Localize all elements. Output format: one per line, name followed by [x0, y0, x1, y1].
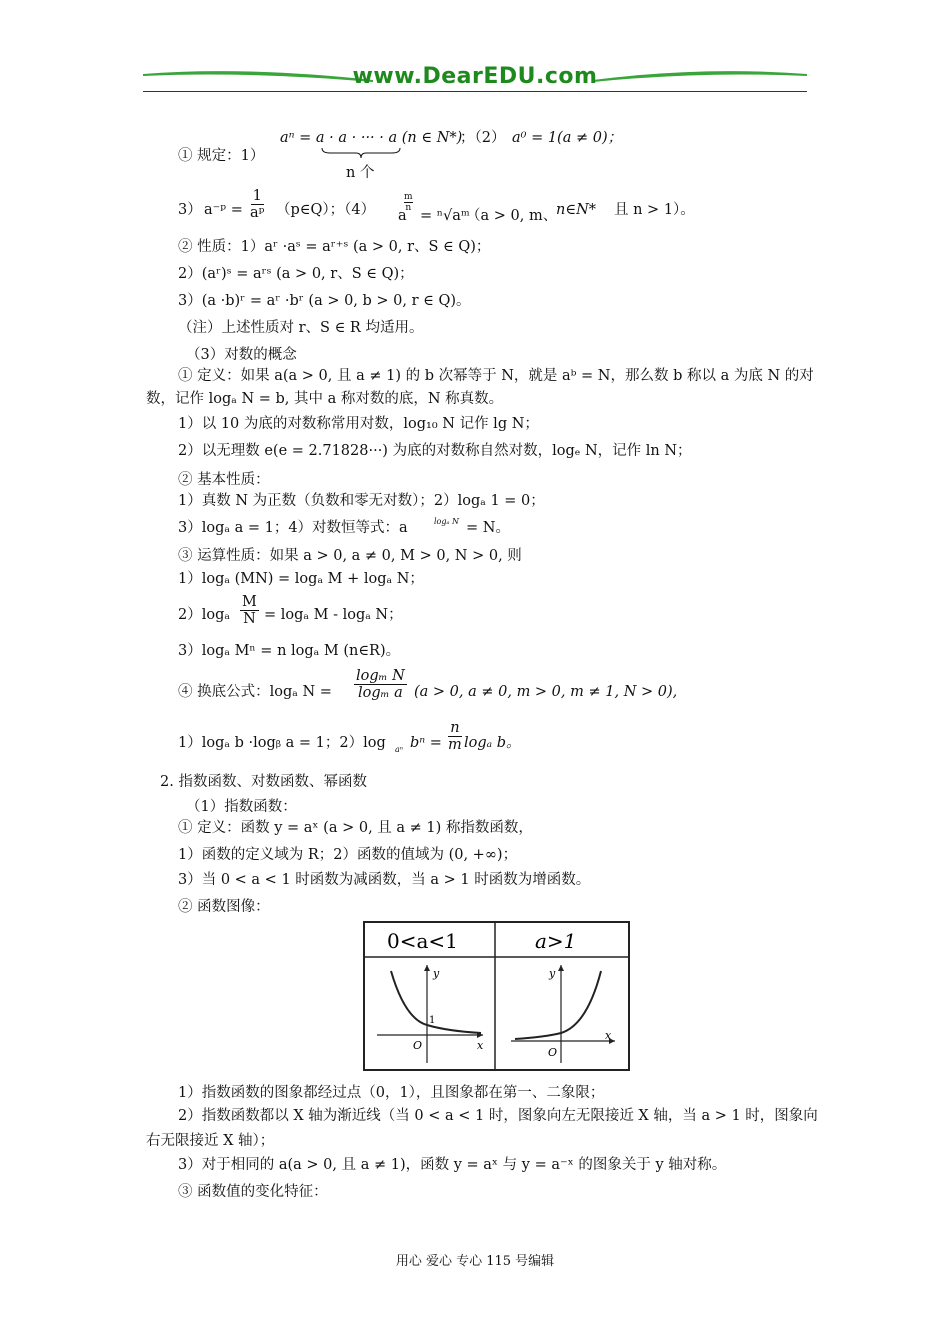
x-axis-label: x [605, 1029, 612, 1042]
text-line: ② 函数图像： [178, 899, 270, 915]
underbrace-label: n 个 [346, 165, 375, 181]
text-line: 2）logₐ [178, 607, 230, 623]
text-line: 数，记作 logₐ N = b, 其中 a 称对数的底，N 称真数。 [146, 391, 504, 407]
origin-label: O [413, 1039, 423, 1052]
y-axis-label: y [433, 967, 440, 980]
underbrace [320, 146, 402, 160]
section-heading: 2. 指数函数、对数函数、幂函数 [160, 774, 367, 790]
text-line: ④ 换底公式：logₐ N = [178, 684, 332, 700]
text-line: ① 定义：如果 a(a > 0, 且 a ≠ 1) 的 b 次幂等于 N，就是 aᵇ = N，那么数 b 称以 a 为底 N 的对 [178, 368, 814, 384]
formula-power-def: aⁿ = a · a · ··· · a (n ∈ N*) [280, 130, 463, 146]
formula-frac-exp-base: a [398, 208, 407, 224]
text-line: 3）logₐ Mⁿ = n logₐ M (n∈R)。 [178, 643, 401, 659]
section-heading: （1）指数函数： [186, 799, 297, 815]
formula-root: = ⁿ√aᵐ [420, 208, 470, 224]
text-line: 3）对于相同的 a(a > 0, 且 a ≠ 1)，函数 y = aˣ 与 y = a⁻ˣ 的图象关于 y 轴对称。 [178, 1157, 727, 1173]
col1-header: 0<a<1 [387, 929, 458, 953]
exponential-graph-figure [363, 921, 630, 1071]
text-line: ；（2） [460, 130, 506, 146]
text-line: ① 规定：1） [178, 148, 265, 164]
formula-frac-exp: m n [404, 192, 413, 213]
intercept-label: 1 [429, 1015, 436, 1026]
text-line: = logₐ M - logₐ N； [264, 607, 403, 623]
site-logo-text: www.DearEDU.com [352, 64, 598, 89]
text-line: = N。 [466, 520, 510, 536]
formula-pow-rhs: bⁿ = [410, 735, 442, 751]
text-line: ③ 函数值的变化特征： [178, 1184, 328, 1200]
formula-quotient: $\frac{M}{N}$ [242, 594, 257, 627]
formula-zero-power: a⁰ = 1(a ≠ 0)； [512, 130, 623, 146]
header-rule [143, 91, 807, 92]
text-line: 3）(a ·b)ʳ = aʳ ·bʳ (a > 0, b > 0, r ∈ Q)。 [178, 293, 471, 309]
formula-neg-exp-lhs: a⁻ᵖ = [204, 202, 243, 218]
text-line: （p∈Q）；（4） [276, 202, 376, 218]
origin-label: O [548, 1046, 558, 1059]
text-line: 1）logₐ (MN) = logₐ M + logₐ N； [178, 571, 424, 587]
text-line: (a > 0, a ≠ 0, m > 0, m ≠ 1, N > 0), [414, 684, 678, 700]
formula-identity-exp: logₐ N [434, 517, 460, 526]
text-line: 1）logₐ b ·logᵦ a = 1；2）log [178, 735, 386, 751]
text-line: 2）以无理数 e(e = 2.71828···) 为底的对数称自然对数，logₑ N，记作 ln N； [178, 443, 692, 459]
col2-header: a>1 [535, 929, 577, 953]
formula-pow-base: aⁿ [395, 745, 404, 754]
text-line: 3） [178, 202, 202, 218]
page-header [143, 62, 807, 92]
text-line: 且 n > 1）。 [614, 202, 695, 218]
page-footer: 用心 爱心 专心 115 号编辑 [395, 1254, 555, 1269]
text-line: 1）指数函数的图象都经过点（0，1），且图象都在第一、二象限； [178, 1085, 605, 1101]
y-axis-label: y [549, 967, 556, 980]
text-line: 2）指数函数都以 X 轴为渐近线（当 0 < a < 1 时，图象向左无限接近 X 轴，当 a > 1 时，图象向 [178, 1108, 818, 1124]
text-line: 2）(aʳ)ˢ = aʳˢ (a > 0, r、S ∈ Q)； [178, 266, 414, 282]
text-line: logₐ b。 [464, 735, 521, 751]
formula-n-set: n∈N* [556, 202, 597, 218]
text-line: 1）以 10 为底的对数称常用对数，log₁₀ N 记作 lg N； [178, 416, 539, 432]
text-line: 3）logₐ a = 1；4）对数恒等式：a [178, 520, 408, 536]
text-line: ① 定义：函数 y = aˣ (a > 0, 且 a ≠ 1) 称指数函数， [178, 820, 533, 836]
x-axis-label: x [477, 1039, 484, 1052]
text-line: 3）当 0 < a < 1 时函数为减函数，当 a > 1 时函数为增函数。 [178, 872, 591, 888]
section-heading: （3）对数的概念 [186, 347, 297, 363]
text-line: （注）上述性质对 r、S ∈ R 均适用。 [178, 320, 424, 336]
formula-neg-exp: $\frac{1}{\text{aᵖ}}$ [250, 188, 265, 221]
text-line: 右无限接近 X 轴）； [146, 1133, 275, 1149]
text-line: ③ 运算性质：如果 a > 0, a ≠ 0, M > 0, N > 0, 则 [178, 548, 522, 564]
formula-change-base: $\frac{\text{logₘ N}}{\text{logₘ a}}$ [356, 668, 405, 701]
text-line: ② 基本性质： [178, 472, 270, 488]
formula-pow-frac: $\frac{n}{m}$ [448, 720, 462, 753]
text-line: 1）函数的定义域为 R；2）函数的值域为 (0, +∞)； [178, 847, 518, 863]
text-line: ② 性质：1）aʳ ·aˢ = aʳ⁺ˢ (a > 0, r、S ∈ Q)； [178, 239, 491, 255]
text-line: 1）真数 N 为正数（负数和零无对数）；2）logₐ 1 = 0； [178, 493, 545, 509]
text-line: （a > 0, m、 [466, 208, 558, 224]
graph-table [365, 923, 628, 1069]
